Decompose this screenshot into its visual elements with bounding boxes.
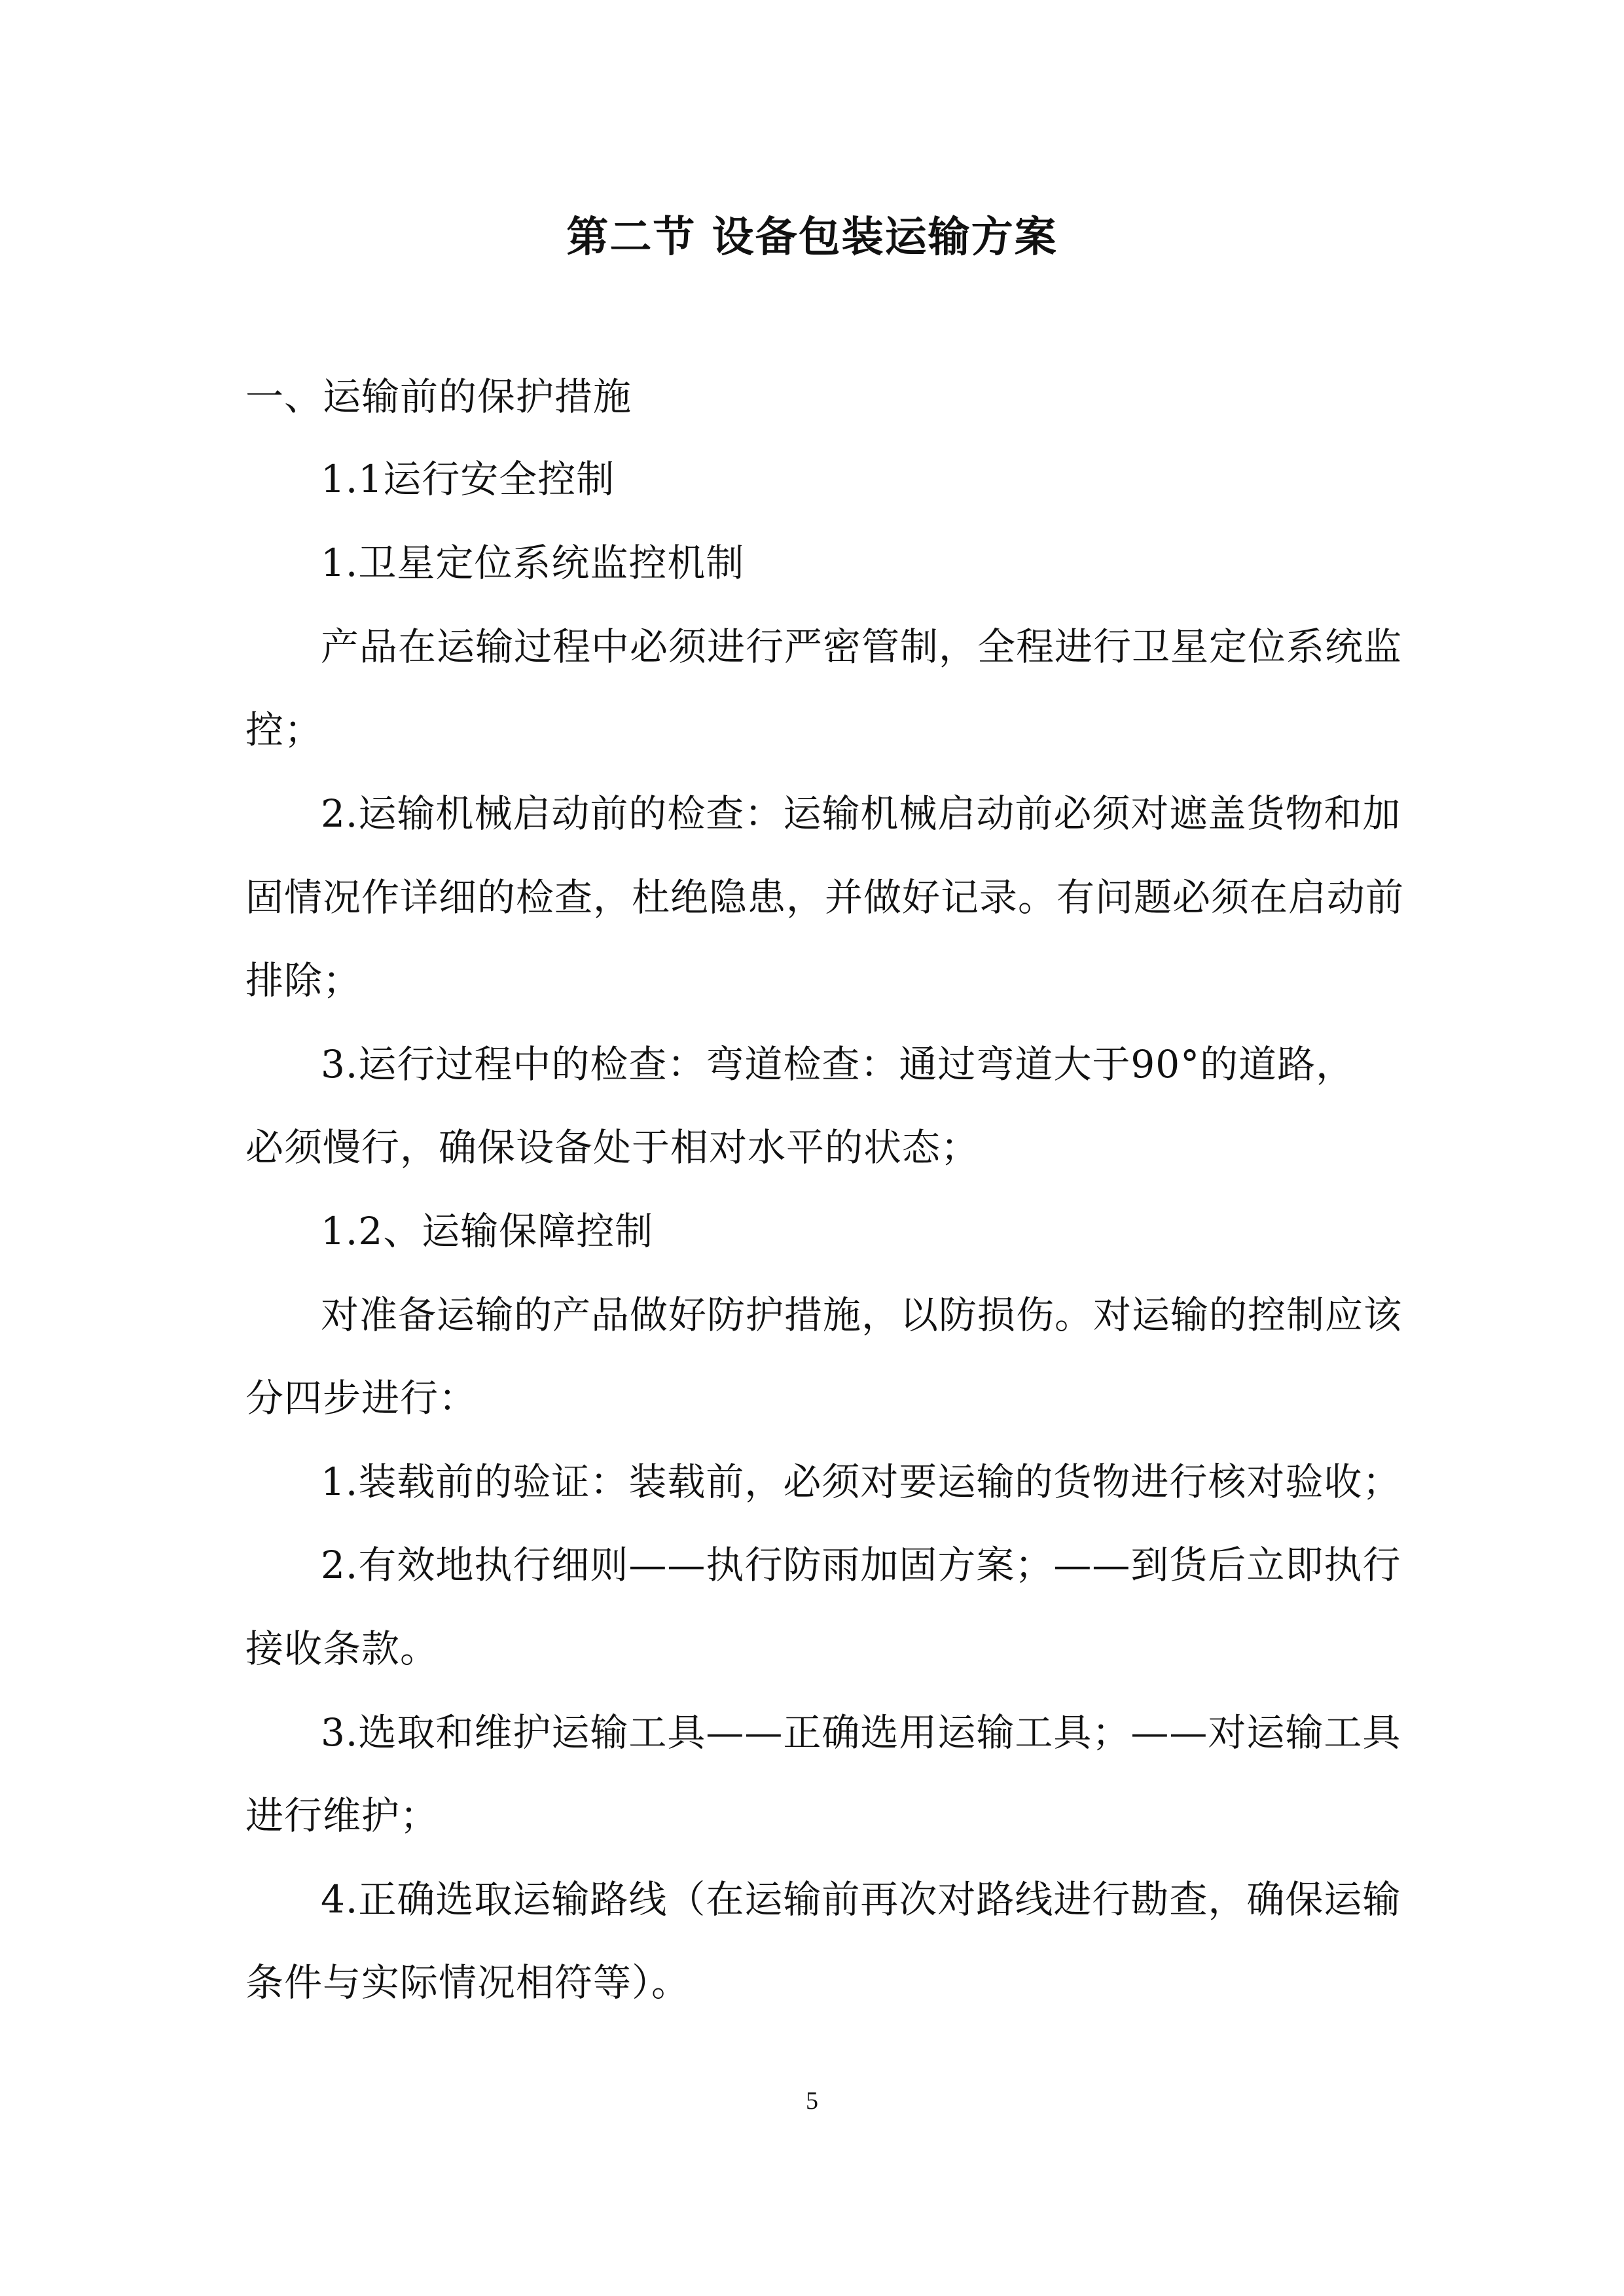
subheading-transport-assurance: 1.2、运输保障控制 bbox=[321, 1209, 654, 1253]
subheading-safety-control: 1.1运行安全控制 bbox=[321, 457, 615, 501]
section-title: 第二节 设备包装运输方案 bbox=[566, 213, 1058, 262]
paragraph-line: 分四步进行： bbox=[245, 1376, 478, 1420]
paragraph-line: 条件与实际情况相符等）。 bbox=[245, 1960, 691, 2005]
paragraph-line: 必须慢行，确保设备处于相对水平的状态； bbox=[245, 1125, 980, 1170]
item-select-tools: 3.选取和维护运输工具——正确选用运输工具；——对运输工具 bbox=[321, 1710, 1401, 1755]
paragraph-line: 控； bbox=[245, 708, 323, 752]
item-pre-start-check: 2.运输机械启动前的检查：运输机械启动前必须对遮盖货物和加 bbox=[321, 791, 1401, 836]
paragraph-line: 固情况作详细的检查，杜绝隐患，并做好记录。有问题必须在启动前 bbox=[245, 875, 1405, 920]
item-in-transit-check: 3.运行过程中的检查：弯道检查：通过弯道大于90°的道路， bbox=[321, 1042, 1355, 1086]
heading-protection-measures: 一、运输前的保护措施 bbox=[245, 374, 632, 419]
paragraph-line: 进行维护； bbox=[245, 1793, 439, 1838]
paragraph-line: 接收条款。 bbox=[245, 1626, 439, 1671]
paragraph-line: 对准备运输的产品做好防护措施，以防损伤。对运输的控制应该 bbox=[321, 1293, 1403, 1337]
item-gps-monitoring: 1.卫星定位系统监控机制 bbox=[321, 541, 745, 585]
item-select-route: 4.正确选取运输路线（在运输前再次对路线进行勘查，确保运输 bbox=[321, 1877, 1401, 1922]
page-number: 5 bbox=[806, 2087, 818, 2115]
item-pre-loading-verification: 1.装载前的验证：装载前，必须对要运输的货物进行核对验收； bbox=[321, 1460, 1401, 1504]
paragraph-line: 产品在运输过程中必须进行严密管制，全程进行卫星定位系统监 bbox=[321, 624, 1403, 669]
item-execute-rules: 2.有效地执行细则——执行防雨加固方案；——到货后立即执行 bbox=[321, 1543, 1401, 1587]
paragraph-line: 排除； bbox=[245, 958, 362, 1003]
